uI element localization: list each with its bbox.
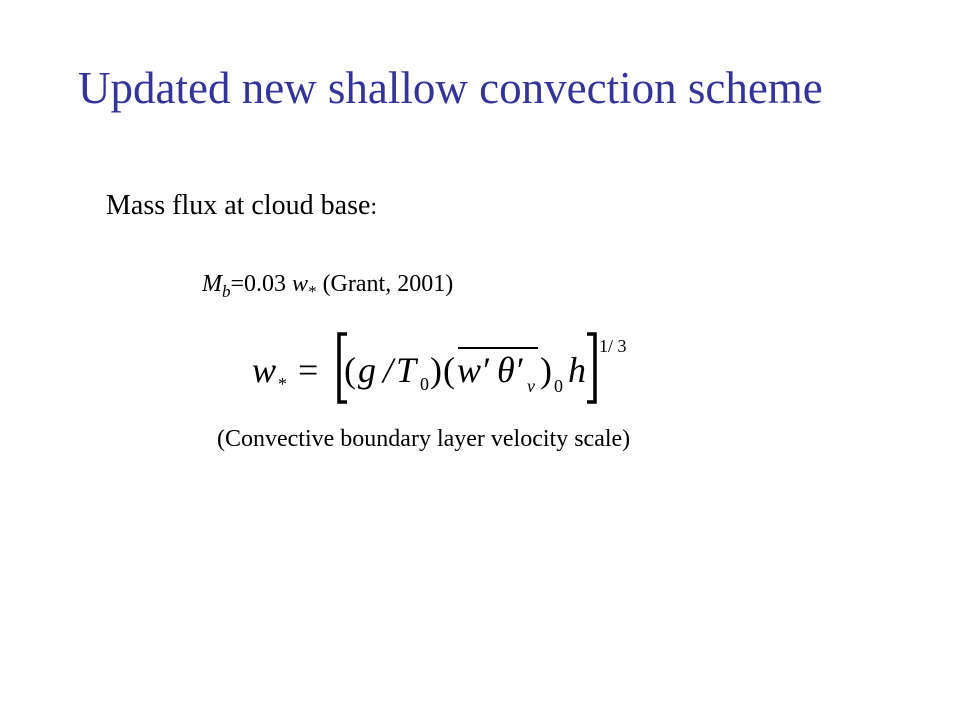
paren2-open: (	[443, 350, 455, 390]
h-var: h	[568, 350, 586, 390]
paren2-close: )	[540, 350, 552, 390]
w-equals: =	[298, 350, 319, 390]
mb-w-var: w	[292, 271, 309, 297]
mb-w-sub: *	[308, 282, 317, 301]
T-sub: 0	[420, 374, 429, 394]
mb-citation: (Grant, 2001)	[316, 271, 454, 297]
subheading-text: Mass flux at cloud base	[106, 190, 371, 221]
mb-var: M	[202, 271, 222, 297]
subheading-colon: :	[370, 194, 378, 220]
velocity-scale-formula	[240, 330, 640, 410]
formula-caption: (Convective boundary layer velocity scale)	[217, 426, 631, 452]
g-var: g	[358, 350, 376, 390]
paren1-close: )	[430, 350, 442, 390]
mb-sub: b	[222, 282, 231, 301]
slide-title: Updated new shallow convection scheme	[78, 63, 823, 113]
w-lhs-sub: *	[278, 374, 287, 394]
paren2-sub: 0	[554, 376, 563, 396]
right-bracket	[587, 334, 595, 402]
w-prime: w′	[457, 350, 489, 390]
paren1-open: (	[344, 350, 356, 390]
theta-sub: v	[527, 376, 535, 396]
theta-prime: θ′	[497, 350, 523, 390]
w-lhs-var: w	[252, 350, 277, 390]
subheading	[106, 192, 377, 220]
T-var: T	[396, 350, 417, 390]
mb-rest: =0.03	[230, 271, 293, 297]
exponent: 1/ 3	[599, 336, 627, 356]
slash: /	[383, 350, 394, 390]
mass-flux-formula	[202, 271, 454, 301]
